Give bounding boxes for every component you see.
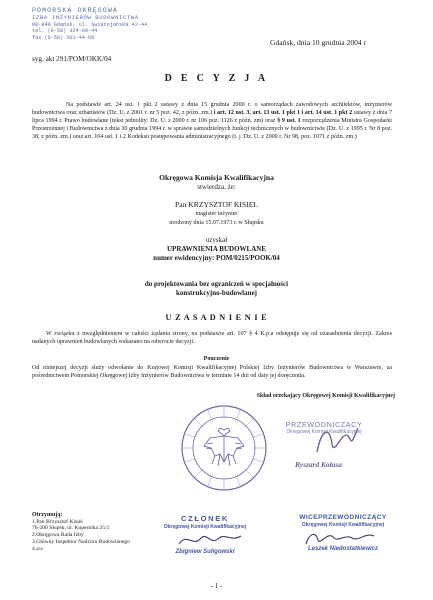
recipient-4: 4.a/a bbox=[32, 545, 43, 552]
chair-body: Okręgowej Komisji Kwalifikacyjnej bbox=[286, 429, 362, 435]
member-body: Okręgowej Komisji Kwalifikacyjnej bbox=[163, 524, 247, 530]
case-reference: syg. akt 291/POM/OKK/04 bbox=[32, 55, 112, 63]
member-name: Zbigniew Suligowski bbox=[175, 549, 235, 555]
recipient-2: 2.Okręgowa Rada Izby bbox=[32, 532, 84, 539]
office-stamp bbox=[32, 8, 150, 54]
stamp-line-4: tel. (0-58) 324-09-44 bbox=[32, 28, 98, 35]
place-date: Gdańsk, dnia 10 grudnia 2004 r bbox=[270, 38, 367, 47]
justification-text: W związku z uwzględnieniem w całości żądania strony, na podstawie art. 107 § 4 K.p.a odstępuje się od uzasadnienia decyzji. Zakres nadanych uprawnień budowlanych wskazano na odwrocie decyzji. bbox=[32, 331, 392, 346]
chair-title: PRZEWODNICZĄCY bbox=[285, 420, 363, 429]
license-obtained: uzyskał bbox=[205, 236, 228, 244]
person-prefix: Pan bbox=[175, 200, 189, 209]
person-full-name: KRZYSZTOF KISIEL bbox=[188, 200, 258, 209]
vice-signature-icon bbox=[300, 526, 380, 548]
person-born: urodzony dnia 15.07.1973 r. w Słupsku bbox=[169, 220, 264, 226]
commission-name: Okręgowa Komisja Kwalifikacyjna bbox=[159, 173, 274, 182]
member-signature-icon bbox=[175, 528, 245, 550]
page-number: - 1 - bbox=[210, 582, 223, 590]
vice-title: WICEPRZEWODNICZĄCY bbox=[299, 514, 387, 521]
stamp-line-2: IZBA INŻYNIERÓW BUDOWNICTWA bbox=[32, 13, 139, 21]
person-title: magister inżynier bbox=[195, 211, 238, 217]
justification-heading: U Z A S A D N I E N I E bbox=[165, 313, 268, 322]
chair-name: Ryszard Kołasa bbox=[295, 460, 342, 469]
vice-name: Leszek Niedostatkiewicz bbox=[307, 546, 379, 552]
legal-bold-1: i art. 12 ust. 3, art. 13 ust. 1 pkt 1 i art. 14 ust. 1 pkt 2 bbox=[213, 110, 353, 117]
vice-body: Okręgowej Komisji Kwalifikacyjnej bbox=[301, 522, 385, 528]
chair-signature-icon bbox=[312, 422, 362, 458]
recipient-1: 1.Pan Krzysztof Kisiel bbox=[32, 518, 83, 525]
legal-text-3: rozporządzenia Ministra Gospodarki Przestrzennej i Budownictwa z dnia 30 grudnia 1994 r. w sprawie samodzielnych funkcji technicznych w budownictwie (Dz. U. z 1995 r. Nr 8 poz. 38, z późn. zm.) oraz art. 104 ust. 1 i 2 Kodeksu postępowania administracyjnego (t. j. Dz. U. z 2000 r. Nr 98, poz. 1071 z późn. zm.) bbox=[32, 118, 392, 141]
official-seal-icon bbox=[180, 404, 268, 492]
composition-heading: Skład orzekający Okręgowej Komisji Kwalifikacyjnej bbox=[256, 393, 395, 399]
instruction-text: Od niniejszej decyzji służy odwołanie do Krajowej Komisji Kwalifikacyjnej Polskiej Izby Inżynierów Budownictwa w Warszawie, za pośrednictwem Pomorskiej Okręgowej Izby Inżynierów Budownictwa w terminie 14 dni od daty jej doręczenia. bbox=[32, 365, 392, 380]
stamp-line-3: 80-840 Gdańsk, ul. Świętojańska 42-44 bbox=[32, 21, 148, 28]
legal-bold-2: § 9 ust. 1 bbox=[277, 118, 301, 125]
document-title: D E C Y Z J A bbox=[164, 73, 269, 84]
recipient-3: 3.Główny Inspektor Nadzoru Budowlanego bbox=[32, 538, 130, 545]
commission-states: stwierdza, że: bbox=[197, 183, 236, 191]
instruction-heading: Pouczenie bbox=[203, 356, 230, 362]
license-type: UPRAWNIENIA BUDOWLANE bbox=[167, 245, 266, 253]
recipients-heading: Otrzymują: bbox=[32, 512, 63, 518]
license-scope-1: do projektowania bez ograniczeń w specjalności bbox=[144, 280, 289, 288]
legal-basis-paragraph bbox=[32, 101, 392, 141]
recipients-list bbox=[32, 512, 130, 552]
member-title: CZŁONEK bbox=[181, 514, 229, 523]
person-name bbox=[0, 200, 433, 209]
legal-text-2: ustawy z dnia 7 lipca 1994 r. Prawo budowlane (tekst jednolity: Dz. U. z 2000 r. nr 106 poz. 1126 z późn. zm) oraz bbox=[32, 110, 392, 125]
license-scope-2: konstrukcyjno-budowlanej bbox=[176, 289, 257, 297]
stamp-line-5: fax (0-58) 301-44-68 bbox=[32, 35, 95, 42]
stamp-line-1: POMORSKA OKRĘGOWA bbox=[32, 7, 118, 14]
license-number: numer ewidencyjny: POM/0215/POOK/04 bbox=[153, 254, 280, 262]
recipient-1-address: 76-200 Słupsk, ul. Kopernika 25/1 bbox=[32, 525, 110, 532]
legal-text-1: Na podstawie art. 24 ust. 1 pkt 2 ustawy z dnia 15 grudnia 2000 r. o samorządach zawodowych architektów, inżynierów budownictwa oraz urbanistów (Dz. U. z 2001 r. nr 5 poz. 42, z późn. zm.) bbox=[32, 102, 392, 117]
